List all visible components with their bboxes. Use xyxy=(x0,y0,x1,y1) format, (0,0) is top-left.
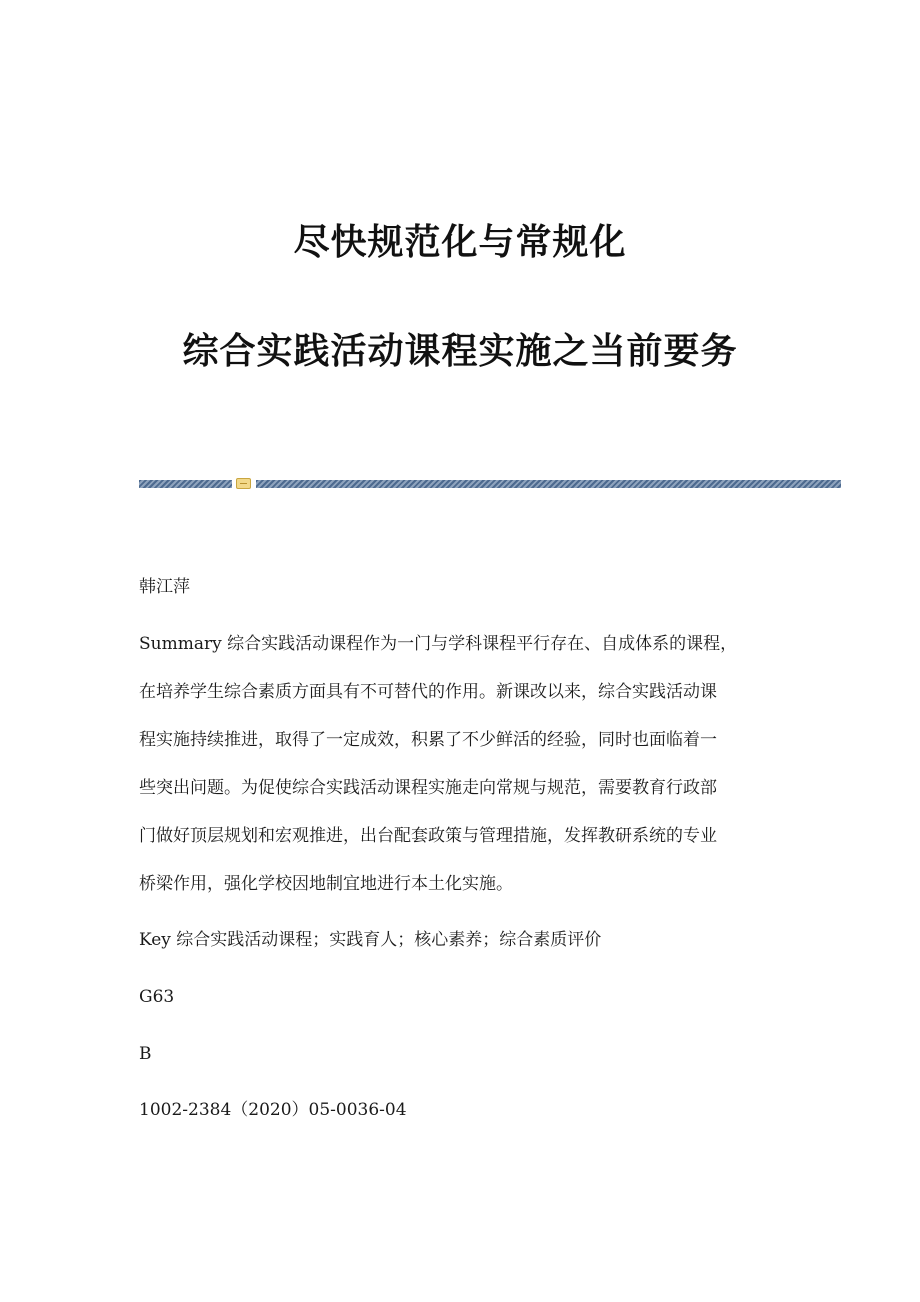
keywords: Key 综合实践活动课程；实践育人；核心素养；综合素质评价 xyxy=(139,930,602,950)
abstract-line: Summary 综合实践活动课程作为一门与学科课程平行存在、自成体系的课程， xyxy=(139,634,738,654)
document-code: B xyxy=(139,1044,152,1064)
author-name: 韩江萍 xyxy=(139,577,190,597)
divider-right xyxy=(256,480,841,488)
article-number: 1002-2384（2020）05-0036-04 xyxy=(139,1100,407,1120)
divider-ornament-icon xyxy=(236,478,251,489)
abstract-line: 些突出问题。为促使综合实践活动课程实施走向常规与规范，需要教育行政部 xyxy=(139,778,717,798)
abstract-line: 门做好顶层规划和宏观推进，出台配套政策与管理措施，发挥教研系统的专业 xyxy=(139,826,717,846)
abstract-line: 桥梁作用，强化学校因地制宜地进行本土化实施。 xyxy=(139,874,513,894)
title-line-1: 尽快规范化与常规化 xyxy=(293,222,627,263)
abstract xyxy=(139,632,779,920)
divider-left xyxy=(139,480,232,488)
abstract-line: 在培养学生综合素质方面具有不可替代的作用。新课改以来，综合实践活动课 xyxy=(139,682,717,702)
abstract-line: 程实施持续推进，取得了一定成效，积累了不少鲜活的经验，同时也面临着一 xyxy=(139,730,717,750)
title-line-2: 综合实践活动课程实施之当前要务 xyxy=(182,331,738,372)
classification-number: G63 xyxy=(139,987,175,1007)
